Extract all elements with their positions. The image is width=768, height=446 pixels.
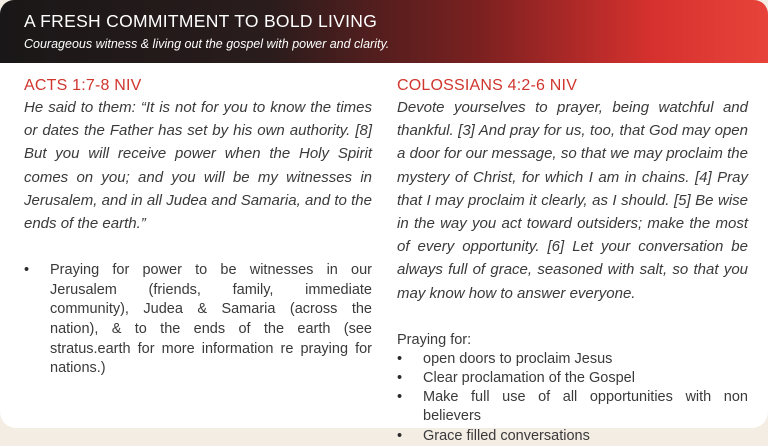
praying-for-label: Praying for: (397, 331, 472, 348)
list-item: • Grace filled conversations (397, 427, 748, 446)
header-banner (0, 0, 768, 63)
list-item: • Make full use of all opportunities with non believers (397, 388, 748, 426)
right-column (397, 74, 748, 446)
colossians-prayer-list (397, 350, 748, 446)
list-item: • open doors to proclaim Jesus (397, 350, 748, 369)
left-column (24, 74, 372, 379)
acts-passage: He said to them: “It is not for you to know the times or dates the Father has set by his own authority. [8] But you will receive power when the Holy Spirit comes on you; and you will be my witnesses in Jerusalem, and in all Judea and Samaria, and to the ends of the earth.” (24, 99, 372, 233)
list-item: • Praying for power to be witnesses in our Jerusalem (friends, family, immediate community), Judea & Samaria (across the nation), & to the ends of the earth (see stratus.earth for more information re praying for nations.) (24, 261, 372, 379)
colossians-passage: Devote yourselves to prayer, being watchful and thankful. [3] And pray for us, too, that God may open a door for our message, so that we may proclaim the mystery of Christ, for which I am in chains. [4] Pray that I may proclaim it clearly, as I should. [5] Be wise in the way you act toward outsiders; make the most of every opportunity. [6] Let your conversation be always full of grace, seasoned with salt, so that you may know how to answer everyone. (397, 99, 748, 302)
colossians-reference: COLOSSIANS 4:2-6 NIV (397, 77, 578, 94)
acts-prayer-list (24, 261, 372, 379)
list-item: • Clear proclamation of the Gospel (397, 369, 748, 388)
banner-subtitle: Courageous witness & living out the gospel with power and clarity. (24, 37, 390, 51)
acts-reference: ACTS 1:7-8 NIV (24, 77, 142, 94)
banner-title: A FRESH COMMITMENT TO BOLD LIVING (24, 11, 378, 31)
